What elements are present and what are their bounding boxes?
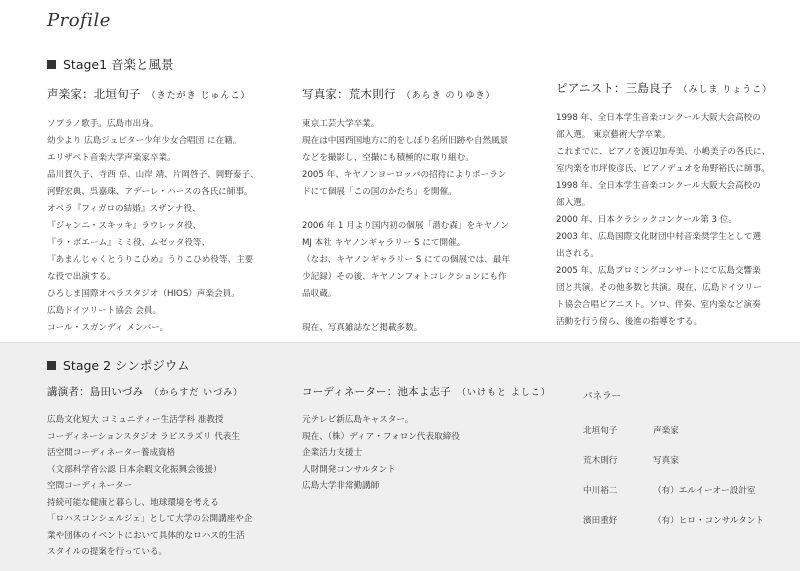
photographer-column — [302, 86, 547, 337]
bio-line: ト協会合唱ピアニスト。ソロ、伴奏、室内楽など演奏 — [556, 300, 761, 310]
coordinator-heading — [302, 384, 552, 399]
panelist-name: 荒木則行 — [583, 456, 618, 466]
coordinator-reading: （いけもと よしこ） — [456, 388, 551, 398]
coordinator-column — [302, 384, 552, 495]
bio-line: 品収蔵。 — [302, 289, 337, 299]
bio-spacer — [302, 201, 547, 218]
bio-line: などを撮影し、空撮にも積極的に取り組む。 — [302, 153, 474, 163]
lecturer-bio — [47, 412, 292, 561]
bio-line: 2006 年 1 月より国内初の個展「潜む森」をキヤノン — [302, 221, 509, 231]
vocalist-column — [47, 86, 292, 337]
bio-line: （なお、キヤノンギャラリー S にての個展では、最年 — [302, 255, 511, 265]
bio-line: 空間コーディネーター — [47, 481, 133, 491]
pianist-bio — [556, 110, 796, 331]
pianist-reading: （みしま りょうこ） — [678, 85, 773, 95]
bio-line: 団と共演。その他多数と共演。現在、広島ドイツリー — [556, 283, 762, 293]
bio-line: 東京工芸大学卒業。 — [302, 119, 380, 129]
panelist-role: 声楽家 — [653, 426, 679, 436]
bio-line: 室内楽を市坪俊彦氏、ピアノデュオを角野裕氏に師事。 — [556, 164, 770, 174]
bio-line: 1998 年、全日本学生音楽コンクール大阪大会高校の — [556, 113, 761, 123]
vocalist-name: 声楽家：北垣旬子 — [47, 87, 141, 101]
lecturer-reading: （からすだ いづみ） — [149, 388, 244, 398]
bio-line: 品川賀久子、寺西 卓、山岸 靖、片岡啓子、岡野泰子、 — [47, 170, 259, 180]
lecturer-name: 講演者：島田いづみ — [47, 386, 144, 398]
bio-line: 業や団体のイベントにおいて具体的なロハス的生活 — [47, 530, 245, 541]
bio-line: これまでに、ピアノを渡辺加寿美、小嶋美子の各氏に、 — [556, 147, 771, 157]
bio-line: 少記録）その後、キヤノンフォトコレクションにも作 — [302, 272, 507, 282]
vocalist-bio — [47, 116, 292, 337]
square-bullet-icon — [47, 60, 56, 69]
pianist-column — [556, 80, 796, 331]
bio-line: 元テレビ新広島キャスター。 — [302, 415, 414, 425]
bio-line: 活動を行う傍ら、後進の指導をする。 — [556, 317, 703, 327]
stage1-heading — [47, 55, 174, 73]
coordinator-name: コーディネーター：池本よ志子 — [302, 386, 451, 398]
photographer-reading: （あらき のりゆき） — [401, 91, 496, 101]
bio-line: MJ 本社 キヤノンギャラリー S にて開催。 — [302, 238, 466, 248]
panelist-role: 写真家 — [653, 456, 679, 466]
stage2-heading-text: Stage 2 シンポジウム — [63, 358, 190, 373]
lecturer-heading — [47, 384, 292, 399]
bio-line: 『ラ・ボエーム』ミミ役、ムゼッタ役等、 — [47, 238, 211, 248]
bio-line: エリザベト音楽大学声楽家卒業。 — [47, 153, 176, 163]
lecturer-column — [47, 384, 292, 561]
bio-line: コール・スガンディ メンバー。 — [47, 323, 169, 333]
bio-line: 幼少より 広島ジュピター少年少女合唱団 に在籍。 — [47, 136, 242, 146]
panelists-list — [583, 424, 793, 544]
panelist-name: 濱田重好 — [583, 516, 618, 526]
vocalist-heading — [47, 86, 292, 102]
vocalist-reading: （きたがき じゅんこ） — [146, 91, 251, 101]
bio-line: 「ロハスコンシェルジェ」として大学の公開講座や企 — [47, 514, 253, 524]
coordinator-bio — [302, 412, 552, 495]
bio-line: ドにて個展「この国のかたち」を開催。 — [302, 187, 457, 197]
bio-line: 広島文化短大 コミュニティー生活学科 准教授 — [47, 415, 224, 425]
pianist-name: ピアニスト：三島良子 — [556, 81, 673, 95]
panelists-heading: パネラー — [583, 391, 622, 402]
bio-line: 活空間コーディネーター養成資格 — [47, 448, 176, 458]
bio-line: 人財開発コンサルタント — [302, 464, 396, 475]
bio-line: ひろしま国際オペラスタジオ（HIOS）声楽会員。 — [47, 289, 240, 299]
bio-line: スタイルの提案を行っている。 — [47, 547, 168, 557]
stage1-heading-text: Stage1 音楽と風景 — [63, 57, 174, 72]
panelist-name: 中川裕二 — [583, 486, 618, 496]
bio-line: コーディネーションスタジオ ラピスラズリ 代表生 — [47, 431, 240, 442]
bio-line: 広島大学非常勤講師 — [302, 481, 380, 491]
panelist-row — [583, 514, 793, 544]
profile-title: Profile — [47, 10, 111, 31]
bio-line: 2005 年、キヤノンヨーロッパの招待によりポーラン — [302, 170, 507, 180]
pianist-heading — [556, 80, 796, 96]
bio-line: な役で出演する。 — [47, 272, 116, 282]
bio-line: 部入選。 東京藝術大学卒業。 — [556, 130, 671, 140]
bio-spacer — [302, 303, 547, 320]
bio-line: 2005 年、広島プロミングコンサートにて広島交響楽 — [556, 266, 761, 276]
panelists-column — [583, 388, 793, 544]
bio-line: 『あまんじゃくとうりこひめ』うりこひめ役等、主要 — [47, 255, 254, 265]
panelist-role: （有）ヒロ・コンサルタント — [653, 516, 764, 526]
bio-line: 持続可能な健康と暮らし、地球環境を考える — [47, 497, 219, 508]
bio-line: 2003 年、広島国際文化財団中村音楽奨学生として選 — [556, 232, 762, 242]
panelist-row — [583, 484, 793, 514]
bio-line: 広島ドイツリート協会 会員。 — [47, 306, 162, 316]
bio-line: 河野宏典、呉嘉珠、アデーレ・ハースの各氏に師事。 — [47, 187, 253, 197]
panelist-role: （有）エルイーオー設計室 — [653, 486, 756, 496]
bio-line: 現在、（株）ディア・フォロン代表取締役 — [302, 431, 460, 442]
photographer-bio — [302, 116, 547, 337]
bio-line: 企業活力支援士 — [302, 448, 363, 458]
stage2-heading — [47, 356, 190, 374]
bio-line: 出される。 — [556, 249, 599, 259]
bio-line: 『ジャンニ・スキッキ』ラウレッタ役、 — [47, 221, 202, 231]
bio-line: （文部科学省公認 日本余暇文化振興会後援） — [47, 464, 222, 475]
panelist-row — [583, 424, 793, 454]
bio-line: 現在は中国西国地方に的をしぼり名所旧跡や自然風景 — [302, 136, 509, 146]
bio-line: オペラ『フィガロの結婚』スザンナ役、 — [47, 204, 201, 214]
photographer-name: 写真家：荒木則行 — [302, 87, 396, 101]
photographer-heading — [302, 86, 547, 102]
bio-line: 2000 年、日本クラシックコンクール第 3 位。 — [556, 215, 737, 225]
bio-line: 部入選。 — [556, 198, 591, 208]
panelist-name: 北垣旬子 — [583, 426, 618, 436]
square-bullet-icon — [47, 361, 56, 370]
bio-line: 現在、写真雑誌など掲載多数。 — [302, 323, 423, 333]
bio-line: ソプラノ歌手。広島市出身。 — [47, 119, 159, 129]
bio-line: 1998 年、全日本学生音楽コンクール大阪大会高校の — [556, 181, 761, 191]
panelist-row — [583, 454, 793, 484]
